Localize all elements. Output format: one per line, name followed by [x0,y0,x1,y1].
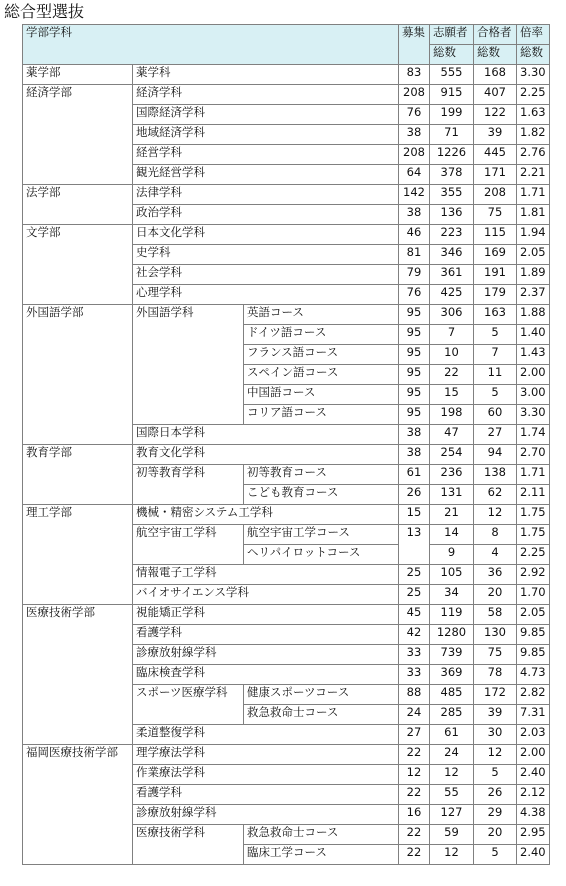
bairitsu-cell: 2.70 [517,445,550,465]
boshu-cell: 76 [399,285,430,305]
shigan-cell: 136 [430,205,474,225]
goukaku-cell: 62 [474,485,517,505]
boshu-cell: 46 [399,225,430,245]
goukaku-cell: 122 [474,105,517,125]
bairitsu-cell: 2.11 [517,485,550,505]
goukaku-cell: 12 [474,745,517,765]
table-row [23,185,550,205]
dept-cell: 外国語学科 [133,305,244,425]
goukaku-cell: 171 [474,165,517,185]
boshu-cell: 33 [399,665,430,685]
dept-cell: 地域経済学科 [133,125,399,145]
dept-cell: 診療放射線学科 [133,805,399,825]
dept-cell: 心理学科 [133,285,399,305]
boshu-cell: 22 [399,825,430,845]
bairitsu-cell: 9.85 [517,625,550,645]
header-shigan: 志願者 [430,25,474,45]
bairitsu-cell: 1.88 [517,305,550,325]
shigan-cell: 485 [430,685,474,705]
bairitsu-cell: 2.05 [517,245,550,265]
shigan-cell: 739 [430,645,474,665]
shigan-cell: 285 [430,705,474,725]
faculty-cell: 教育学部 [23,445,133,505]
bairitsu-cell: 1.75 [517,525,550,545]
shigan-cell: 55 [430,785,474,805]
goukaku-cell: 11 [474,365,517,385]
dept-cell: 診療放射線学科 [133,645,399,665]
bairitsu-cell: 1.74 [517,425,550,445]
boshu-cell: 25 [399,585,430,605]
boshu-cell: 95 [399,305,430,325]
table-row [23,65,550,85]
dept-cell: 経営学科 [133,145,399,165]
shigan-cell: 254 [430,445,474,465]
course-cell: 中国語コース [244,385,399,405]
dept-cell: 法律学科 [133,185,399,205]
goukaku-cell: 5 [474,845,517,865]
goukaku-cell: 407 [474,85,517,105]
dept-cell: 薬学科 [133,65,399,85]
faculty-cell: 法学部 [23,185,133,225]
dept-cell: 看護学科 [133,625,399,645]
boshu-cell: 61 [399,465,430,485]
shigan-cell: 355 [430,185,474,205]
boshu-cell: 42 [399,625,430,645]
faculty-cell: 福岡医療技術学部 [23,745,133,865]
faculty-cell: 文学部 [23,225,133,305]
boshu-cell: 13 [399,525,430,565]
dept-cell: 作業療法学科 [133,765,399,785]
goukaku-cell: 20 [474,585,517,605]
boshu-cell: 24 [399,705,430,725]
dept-cell: 機械・精密システム工学科 [133,505,399,525]
shigan-cell: 369 [430,665,474,685]
goukaku-cell: 20 [474,825,517,845]
dept-cell: 国際日本学科 [133,425,399,445]
course-cell: 臨床工学コース [244,845,399,865]
boshu-cell: 45 [399,605,430,625]
goukaku-cell: 39 [474,125,517,145]
goukaku-cell: 60 [474,405,517,425]
bairitsu-cell: 2.03 [517,725,550,745]
course-cell: スペイン語コース [244,365,399,385]
shigan-cell: 1226 [430,145,474,165]
dept-cell: 経済学科 [133,85,399,105]
dept-cell: 医療技術学科 [133,825,244,865]
goukaku-cell: 27 [474,425,517,445]
table-row [23,225,550,245]
shigan-cell: 7 [430,325,474,345]
bairitsu-cell: 3.30 [517,405,550,425]
header-boshu: 募集 [399,25,430,65]
course-cell: 初等教育コース [244,465,399,485]
boshu-cell: 83 [399,65,430,85]
dept-cell: 国際経済学科 [133,105,399,125]
goukaku-cell: 75 [474,205,517,225]
course-cell: 救急救命士コース [244,705,399,725]
goukaku-cell: 208 [474,185,517,205]
faculty-cell: 外国語学部 [23,305,133,445]
course-cell: こども教育コース [244,485,399,505]
faculty-cell: 医療技術学部 [23,605,133,745]
header-shigan-total: 総数 [430,45,474,65]
boshu-cell: 208 [399,145,430,165]
shigan-cell: 198 [430,405,474,425]
bairitsu-cell: 1.63 [517,105,550,125]
shigan-cell: 59 [430,825,474,845]
boshu-cell: 95 [399,325,430,345]
course-cell: ヘリパイロットコース [244,545,399,565]
boshu-cell: 95 [399,385,430,405]
course-cell: 健康スポーツコース [244,685,399,705]
bairitsu-cell: 2.40 [517,845,550,865]
goukaku-cell: 78 [474,665,517,685]
dept-cell: 臨床検査学科 [133,665,399,685]
goukaku-cell: 168 [474,65,517,85]
boshu-cell: 208 [399,85,430,105]
dept-cell: スポーツ医療学科 [133,685,244,725]
boshu-cell: 95 [399,345,430,365]
bairitsu-cell: 2.00 [517,365,550,385]
dept-cell: 日本文化学科 [133,225,399,245]
bairitsu-cell: 2.82 [517,685,550,705]
shigan-cell: 21 [430,505,474,525]
bairitsu-cell: 3.30 [517,65,550,85]
boshu-cell: 15 [399,505,430,525]
boshu-cell: 64 [399,165,430,185]
table-row [23,505,550,525]
dept-cell: 航空宇宙工学科 [133,525,244,565]
table-body [23,65,550,865]
goukaku-cell: 8 [474,525,517,545]
bairitsu-cell: 1.71 [517,465,550,485]
faculty-cell: 薬学部 [23,65,133,85]
boshu-cell: 33 [399,645,430,665]
boshu-cell: 76 [399,105,430,125]
boshu-cell: 38 [399,125,430,145]
boshu-cell: 38 [399,425,430,445]
dept-cell: 教育文化学科 [133,445,399,465]
course-cell: コリア語コース [244,405,399,425]
shigan-cell: 127 [430,805,474,825]
admissions-table [22,24,550,865]
goukaku-cell: 94 [474,445,517,465]
course-cell: ドイツ語コース [244,325,399,345]
dept-cell: 看護学科 [133,785,399,805]
shigan-cell: 9 [430,545,474,565]
goukaku-cell: 191 [474,265,517,285]
header-bairitsu: 倍率 [517,25,550,45]
bairitsu-cell: 2.05 [517,605,550,625]
goukaku-cell: 30 [474,725,517,745]
dept-cell: 観光経営学科 [133,165,399,185]
dept-cell: バイオサイエンス学科 [133,585,399,605]
bairitsu-cell: 2.92 [517,565,550,585]
course-cell: 救急救命士コース [244,825,399,845]
bairitsu-cell: 2.21 [517,165,550,185]
shigan-cell: 14 [430,525,474,545]
page-title: 総合型選抜 [4,2,85,21]
dept-cell: 史学科 [133,245,399,265]
boshu-cell: 26 [399,485,430,505]
goukaku-cell: 163 [474,305,517,325]
shigan-cell: 223 [430,225,474,245]
goukaku-cell: 179 [474,285,517,305]
goukaku-cell: 172 [474,685,517,705]
shigan-cell: 555 [430,65,474,85]
shigan-cell: 915 [430,85,474,105]
bairitsu-cell: 2.37 [517,285,550,305]
bairitsu-cell: 2.76 [517,145,550,165]
goukaku-cell: 4 [474,545,517,565]
bairitsu-cell: 1.43 [517,345,550,365]
boshu-cell: 38 [399,445,430,465]
course-cell: フランス語コース [244,345,399,365]
boshu-cell: 38 [399,205,430,225]
goukaku-cell: 5 [474,325,517,345]
shigan-cell: 1280 [430,625,474,645]
shigan-cell: 61 [430,725,474,745]
shigan-cell: 15 [430,385,474,405]
shigan-cell: 236 [430,465,474,485]
bairitsu-cell: 2.95 [517,825,550,845]
bairitsu-cell: 3.00 [517,385,550,405]
bairitsu-cell: 9.85 [517,645,550,665]
goukaku-cell: 445 [474,145,517,165]
bairitsu-cell: 1.71 [517,185,550,205]
shigan-cell: 119 [430,605,474,625]
faculty-cell: 理工学部 [23,505,133,605]
shigan-cell: 12 [430,845,474,865]
course-cell: 英語コース [244,305,399,325]
dept-cell: 視能矯正学科 [133,605,399,625]
boshu-cell: 95 [399,405,430,425]
dept-cell: 初等教育学科 [133,465,244,505]
boshu-cell: 22 [399,745,430,765]
bairitsu-cell: 2.12 [517,785,550,805]
boshu-cell: 22 [399,845,430,865]
goukaku-cell: 29 [474,805,517,825]
bairitsu-cell: 1.81 [517,205,550,225]
bairitsu-cell: 1.89 [517,265,550,285]
shigan-cell: 34 [430,585,474,605]
boshu-cell: 142 [399,185,430,205]
dept-cell: 柔道整復学科 [133,725,399,745]
boshu-cell: 95 [399,365,430,385]
boshu-cell: 25 [399,565,430,585]
shigan-cell: 306 [430,305,474,325]
boshu-cell: 79 [399,265,430,285]
goukaku-cell: 5 [474,385,517,405]
table-row [23,605,550,625]
goukaku-cell: 7 [474,345,517,365]
boshu-cell: 27 [399,725,430,745]
bairitsu-cell: 2.00 [517,745,550,765]
goukaku-cell: 138 [474,465,517,485]
shigan-cell: 131 [430,485,474,505]
shigan-cell: 47 [430,425,474,445]
boshu-cell: 16 [399,805,430,825]
dept-cell: 社会学科 [133,265,399,285]
shigan-cell: 22 [430,365,474,385]
shigan-cell: 346 [430,245,474,265]
goukaku-cell: 115 [474,225,517,245]
shigan-cell: 71 [430,125,474,145]
header-bairitsu-total: 総数 [517,45,550,65]
header-goukaku: 合格者 [474,25,517,45]
faculty-cell: 経済学部 [23,85,133,185]
bairitsu-cell: 1.75 [517,505,550,525]
shigan-cell: 10 [430,345,474,365]
dept-cell: 理学療法学科 [133,745,399,765]
table-row [23,305,550,325]
course-cell: 航空宇宙工学コース [244,525,399,545]
bairitsu-cell: 1.94 [517,225,550,245]
goukaku-cell: 169 [474,245,517,265]
bairitsu-cell: 2.25 [517,545,550,565]
goukaku-cell: 39 [474,705,517,725]
bairitsu-cell: 1.70 [517,585,550,605]
table-row [23,745,550,765]
bairitsu-cell: 7.31 [517,705,550,725]
dept-cell: 政治学科 [133,205,399,225]
shigan-cell: 378 [430,165,474,185]
bairitsu-cell: 4.73 [517,665,550,685]
goukaku-cell: 26 [474,785,517,805]
bairitsu-cell: 1.40 [517,325,550,345]
goukaku-cell: 130 [474,625,517,645]
bairitsu-cell: 1.82 [517,125,550,145]
table-row [23,85,550,105]
bairitsu-cell: 4.38 [517,805,550,825]
goukaku-cell: 58 [474,605,517,625]
bairitsu-cell: 2.25 [517,85,550,105]
shigan-cell: 361 [430,265,474,285]
shigan-cell: 24 [430,745,474,765]
shigan-cell: 105 [430,565,474,585]
goukaku-cell: 12 [474,505,517,525]
boshu-cell: 88 [399,685,430,705]
header-faculty-dept: 学部学科 [23,25,399,65]
goukaku-cell: 75 [474,645,517,665]
shigan-cell: 425 [430,285,474,305]
dept-cell: 情報電子工学科 [133,565,399,585]
boshu-cell: 22 [399,785,430,805]
header-goukaku-total: 総数 [474,45,517,65]
table-row [23,445,550,465]
boshu-cell: 12 [399,765,430,785]
goukaku-cell: 5 [474,765,517,785]
bairitsu-cell: 2.40 [517,765,550,785]
shigan-cell: 12 [430,765,474,785]
shigan-cell: 199 [430,105,474,125]
goukaku-cell: 36 [474,565,517,585]
boshu-cell: 81 [399,245,430,265]
